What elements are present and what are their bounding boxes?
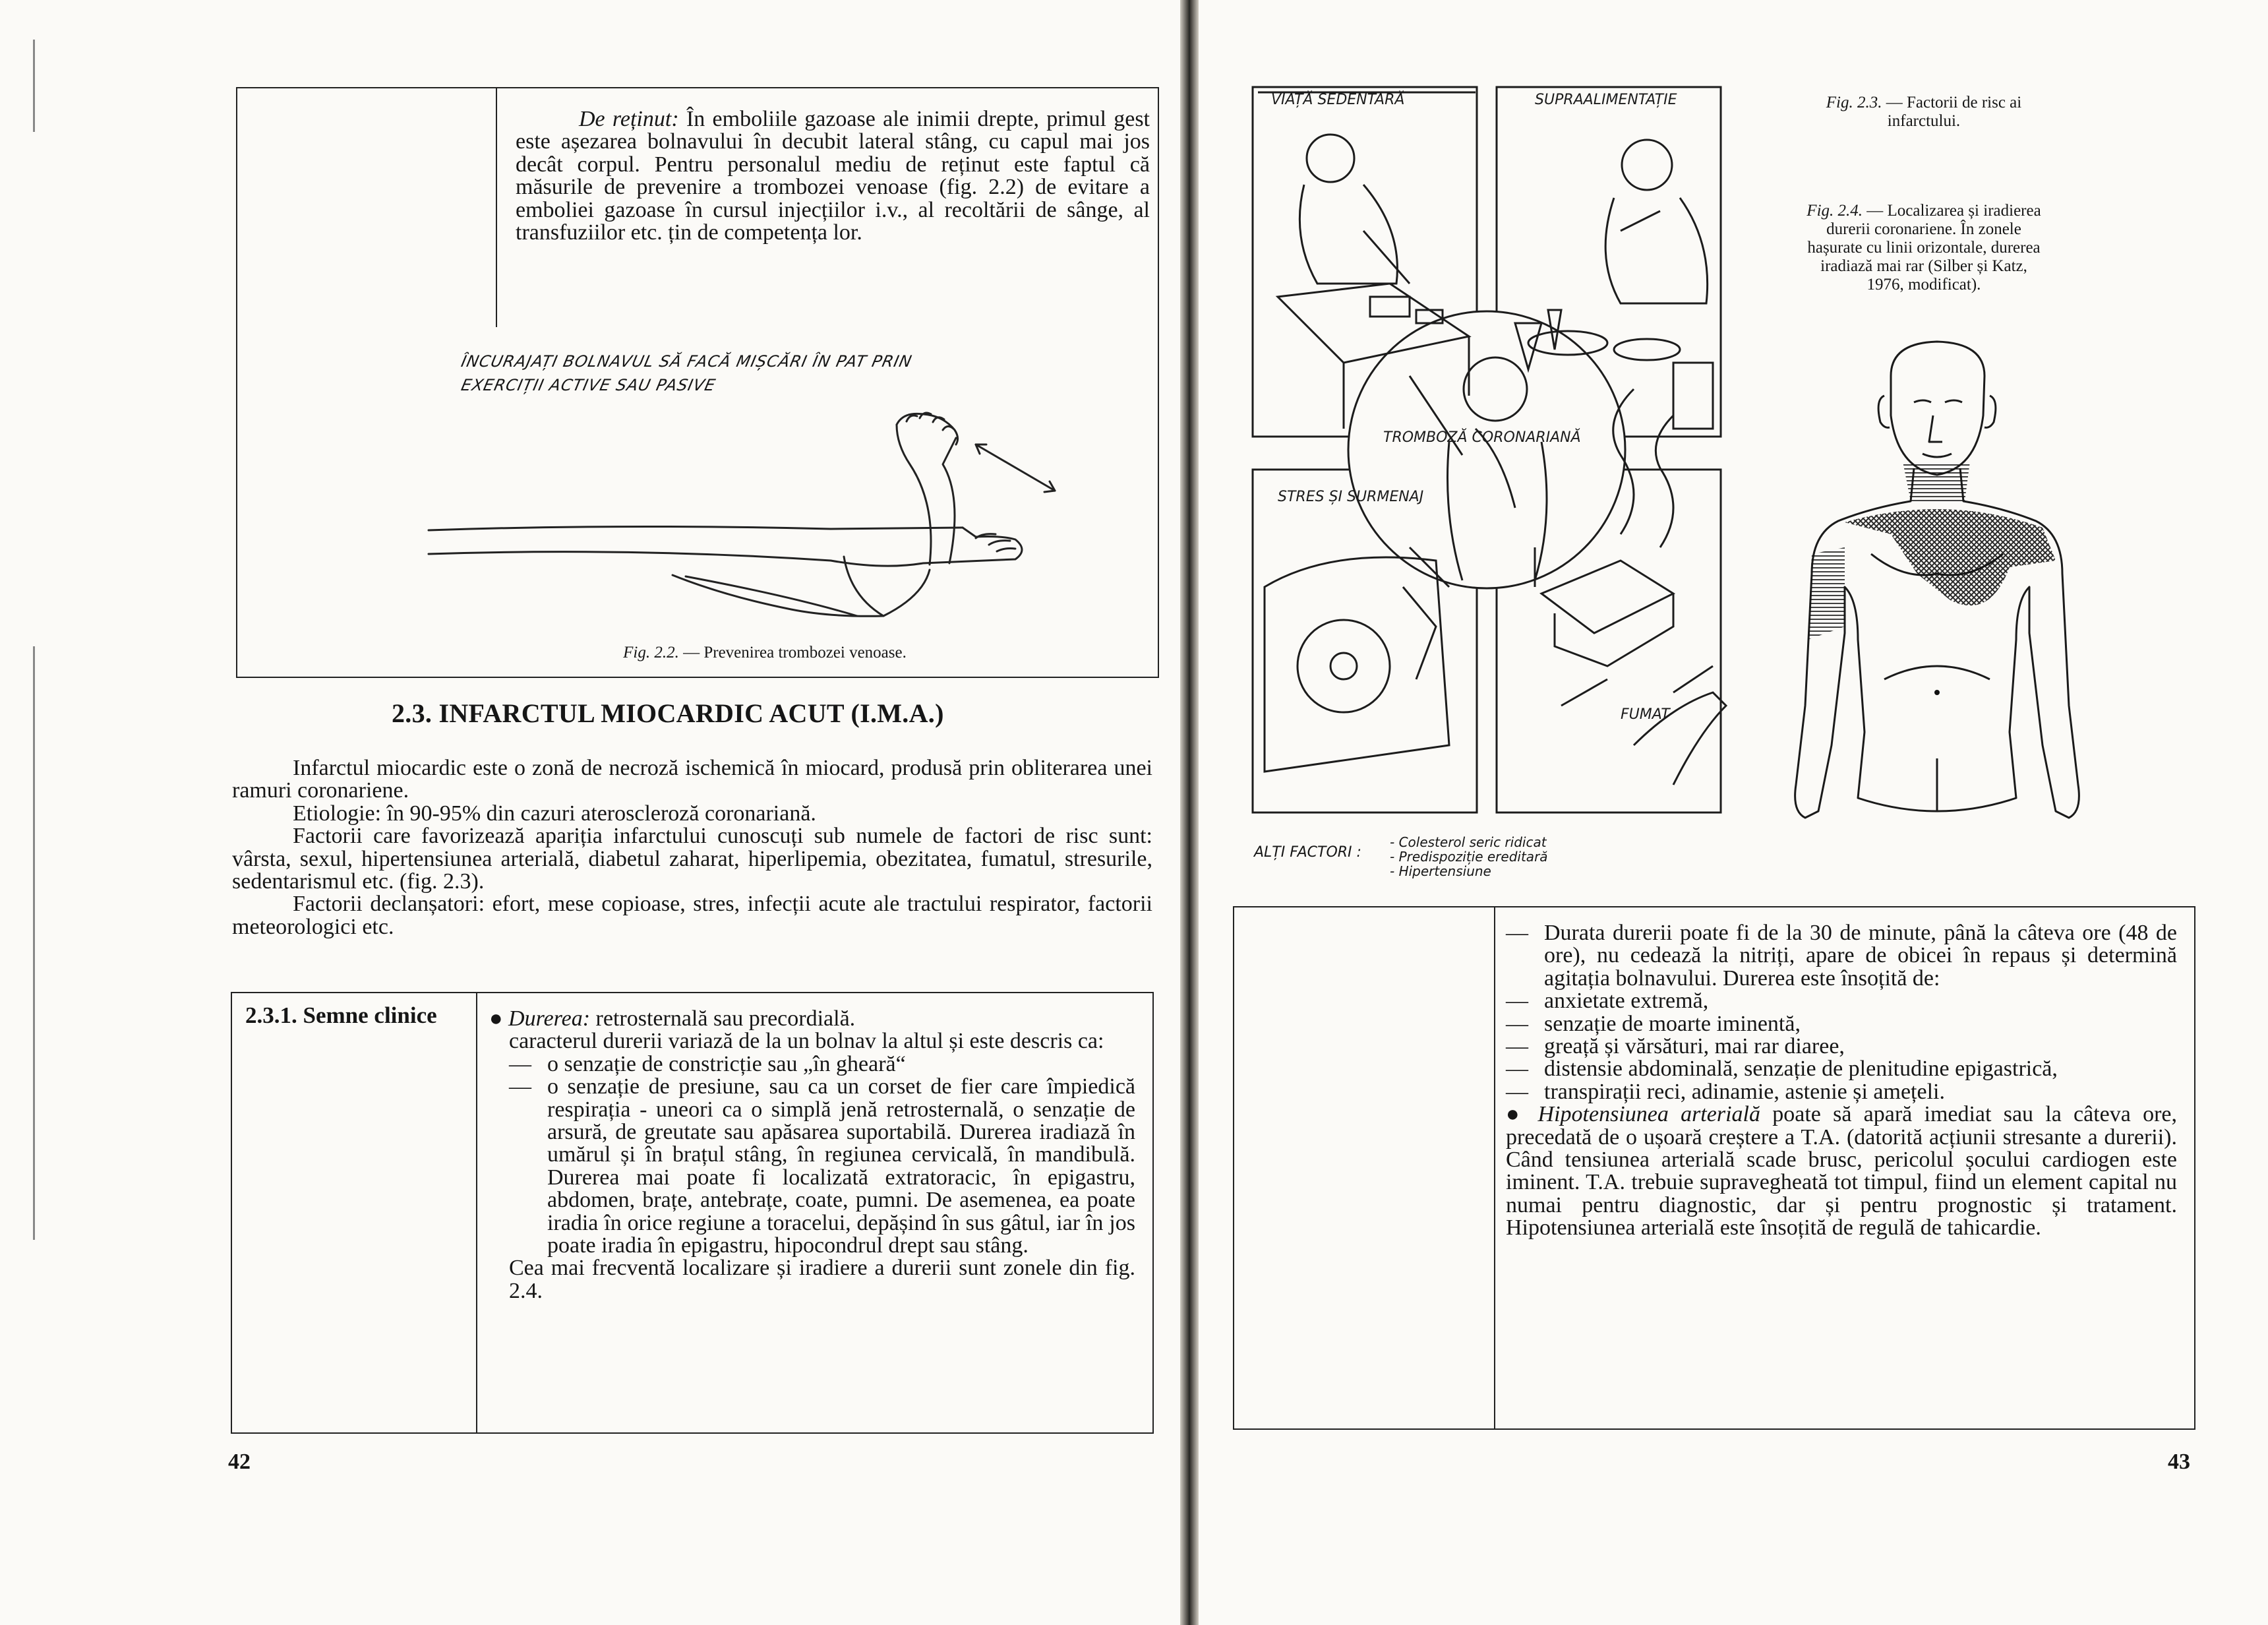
list-item: - Colesterol seric ridicat	[1390, 834, 1547, 850]
other-factors-label: ALȚI FACTORI :	[1254, 844, 1361, 861]
figure-2-2-handwriting-line2: EXERCIȚII ACTIVE SAU PASIVE	[460, 376, 718, 394]
note-lead: De reținut:	[579, 107, 679, 131]
figure-2-2-caption-text: — Prevenirea trombozei venoase.	[683, 644, 907, 661]
figure-2-3-caption-label: Fig. 2.3.	[1826, 94, 1882, 111]
paragraph-risk-factors: Factorii care favorizează apariția infarctului cunoscuți sub numele de factori de risc sunt: vârsta, sexul, hipertensiunea arterială, diabetul zaharat, hiperlipemia, obezitatea, fumatul, stresurile, sedentarismul etc. (fig. 2.3).	[232, 824, 1152, 894]
continuation-content	[1506, 922, 2177, 1240]
pain-closing: Cea mai frecventă localizare și iradiere a durerii sunt zonele din fig. 2.4.	[509, 1256, 1135, 1303]
list-item: — distensie abdominală, senzație de plenitudine epigastrică,	[1506, 1058, 2177, 1080]
figure-2-2-caption	[501, 644, 1029, 662]
risk-factors-illustration	[1251, 86, 1772, 824]
hypotension-description: poate să apară imediat sau la câteva ore, precedată de o ușoară creștere a T.A. (datorită acțiunii stresante a durerii). Când tensiunea arterială scade brusc, pericolul șocului cardiogen este iminent. T.A. trebuie supravegheată tot timpul, fiind un element capital nu numai pentru diagnostic, dar și pentru prognostic și tratament. Hipotensiunea arterială este însoțită de regulă de tahicardie.	[1506, 1102, 2178, 1241]
leg-exercise-illustration	[422, 398, 1154, 623]
section-title: 2.3. INFARCTUL MIOCARDIC ACUT (I.M.A.)	[392, 698, 944, 728]
list-item: - Hipertensiune	[1390, 863, 1491, 879]
continuation-table	[1233, 906, 2195, 1430]
label-smoking: FUMAT	[1621, 706, 1670, 723]
table-divider	[1494, 907, 1495, 1428]
list-item: - Predispoziție ereditară	[1390, 849, 1548, 865]
figure-2-3-caption	[1805, 94, 2043, 131]
page-edge-mark	[33, 40, 35, 132]
note-figure-box	[236, 87, 1159, 678]
figure-2-4-caption	[1805, 202, 2043, 294]
note-body: În emboliile gazoase ale inimii drepte, primul gest este așezarea bolnavului în decubit lateral stâng, cu capul mai jos decât corpul. Pentru personalul mediu de reținut este faptul că măsurile de prevenire a trombozei venoase (fig. 2.2) de evitare a emboliei gazoase în cursul injecțiilor i.v., al recoltării de sânge, al transfuziilor etc. țin de competența lor.	[516, 107, 1150, 245]
label-sedentary: VIAȚĂ SEDENTARĂ	[1271, 92, 1405, 108]
page-number: 42	[228, 1450, 251, 1474]
pain-label: Durerea:	[508, 1006, 591, 1031]
list-item: — anxietate extremă,	[1506, 990, 2177, 1012]
paragraph-triggers: Factorii declanșatori: efort, mese copioase, stres, infecții acute ale tractului respirator, factorii meteorologici etc.	[232, 892, 1152, 939]
list-item: — senzație de moarte iminentă,	[1506, 1013, 2177, 1035]
list-item: — o senzație de presiune, sau ca un corset de fier care împiedică respirația - uneori ca o simplă jenă retrosternală, o senzație de arsură, de greutate sau apăsarea suportabilă. Durerea iradiază în umărul și în brațul stâng, în regiunea cervicală, în mandibulă. Durerea mai poate fi localizată extratoracic, în epigastru, abdomen, brațe, antebrațe, coate, pumni. De asemenea, ea poate iradia în orice regiune a toracelui, depășind în sus gâtul, iar în jos poate iradia în epigastru, hipocondrul drept sau stâng.	[509, 1076, 1135, 1257]
paragraph-etiology: Etiologie: în 90-95% din cazuri ateroscleroză coronariană.	[293, 801, 816, 826]
figure-2-4-caption-text: — Localizarea și iradierea durerii coronariene. În zonele hașurate cu linii orizontale, durerea iradiază mai rar (Silber și Katz, 1976, modificat).	[1807, 202, 2041, 293]
list-item: — o senzație de constricție sau „în gheară“	[509, 1053, 1135, 1076]
pain-description: retrosternală sau precordială.	[595, 1006, 856, 1031]
book-gutter	[1180, 0, 1199, 1625]
pain-bullet	[489, 1008, 1135, 1030]
list-item: — transpirații reci, adinamie, astenie și amețeli.	[1506, 1081, 2177, 1103]
list-item: — Durata durerii poate fi de la 30 de minute, până la câteva ore (48 de ore), nu cedează la nitriți, apare de obicei în repaus și determină agitația bolnavului. Durerea este însoțită de:	[1506, 922, 2177, 990]
symptom-list	[1506, 922, 2177, 1103]
clinical-signs-table	[231, 992, 1154, 1434]
hypotension-label: Hipotensiunea arterială	[1537, 1102, 1760, 1127]
list-item: — greață și vărsături, mai rar diaree,	[1506, 1035, 2177, 1058]
pain-descriptions-list	[489, 1053, 1135, 1258]
figure-2-2-caption-label: Fig. 2.2.	[623, 644, 679, 661]
body-text	[232, 757, 1152, 938]
figure-2-2-handwriting-line1: ÎNCURAJAȚI BOLNAVUL SĂ FACĂ MIȘCĂRI ÎN PAT PRIN	[460, 352, 914, 371]
label-thrombosis: TROMBOZĂ CORONARIANĂ	[1383, 429, 1581, 446]
page-edge-mark	[33, 646, 35, 1240]
hypotension-bullet	[1506, 1103, 2177, 1239]
page-number: 43	[2168, 1450, 2190, 1474]
clinical-signs-content	[489, 1008, 1135, 1303]
paragraph-definition: Infarctul miocardic este o zonă de necroză ischemică în miocard, produsă prin obliterarea unei ramuri coronariene.	[232, 756, 1152, 803]
right-page	[1199, 0, 2268, 1625]
label-stress: STRES ȘI SURMENAJ	[1278, 489, 1424, 505]
pain-intro: caracterul durerii variază de la un bolnav la altul și este descris ca:	[509, 1029, 1104, 1054]
clinical-signs-heading: 2.3.1. Semne clinice	[245, 1002, 437, 1028]
figure-2-3-caption-text: — Factorii de risc ai infarctului.	[1886, 94, 2022, 130]
bullet-dot: ●	[489, 1006, 509, 1031]
bullet-dot: ●	[1506, 1102, 1538, 1127]
table-divider	[476, 993, 477, 1432]
label-overeating: SUPRAALIMENTAȚIE	[1535, 92, 1677, 108]
note-text	[516, 108, 1150, 244]
figure-2-4-caption-label: Fig. 2.4.	[1806, 202, 1863, 220]
other-factors-list	[1390, 835, 1548, 878]
note-divider	[496, 88, 497, 327]
pain-localization-torso	[1792, 336, 2082, 857]
